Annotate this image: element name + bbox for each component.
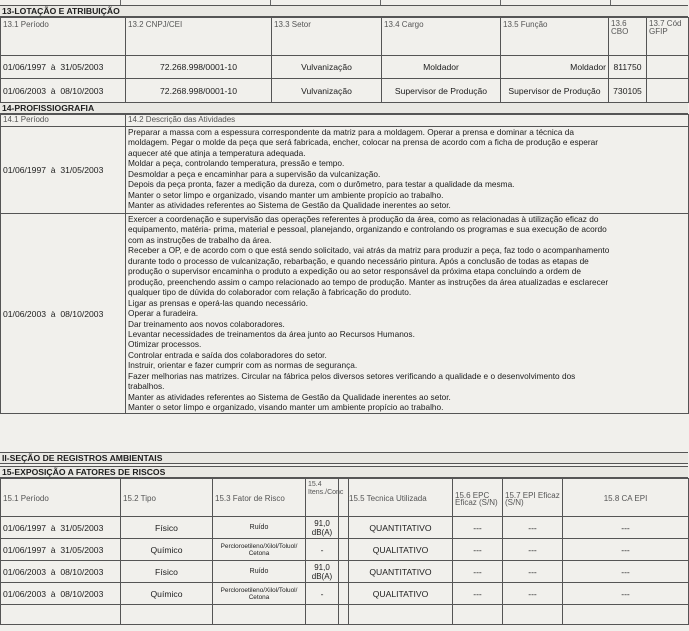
section-15-title: 15-EXPOSIÇÃO A FATORES DE RISCOS xyxy=(0,466,688,478)
cbo-cell: 730105 xyxy=(609,79,647,103)
blank-divider-cell xyxy=(339,561,349,583)
fator-cell: Ruído xyxy=(213,561,306,583)
lotacao-header-row xyxy=(1,18,689,56)
cargo-cell: Supervisor de Produção xyxy=(382,79,501,103)
fatores-header-row xyxy=(1,479,689,517)
activity-line: moldagem. Pegar o molde da peça que será fabricada, encher, colocar na prensa de acordo com a ficha de produção e esperar xyxy=(128,137,598,148)
lotacao-table xyxy=(0,17,689,103)
gfip-cell xyxy=(647,79,689,103)
profissiografia-header-row xyxy=(1,115,689,127)
table-row xyxy=(1,56,689,79)
section-ii-title: II-SEÇÃO DE REGISTROS AMBIENTAIS xyxy=(0,452,688,464)
header-cbo: 13.6 CBO xyxy=(609,18,647,56)
tecnica-cell: QUALITATIVO xyxy=(349,539,453,561)
activity-line: equipamento, matéria- prima, material e pessoal, planejando, organizando e controlando os programas e sua execução de acordo xyxy=(128,224,607,235)
funcao-cell: Supervisor de Produção xyxy=(501,79,609,103)
table-row xyxy=(1,517,689,539)
blank-divider-cell xyxy=(339,583,349,605)
activity-line: trabalhos. xyxy=(128,381,165,392)
fatores-risco-table xyxy=(0,478,689,625)
epi-cell: --- xyxy=(503,561,563,583)
activity-line: Depois da peça pronta, fazer a medição da dureza, com o durômetro, para testar a qualidade da mesma. xyxy=(128,179,515,190)
activity-line: Controlar entrada e saída dos colaboradores do setor. xyxy=(128,349,327,360)
epi-cell: --- xyxy=(503,517,563,539)
header-cargo: 13.4 Cargo xyxy=(382,18,501,56)
activity-line: Desmoldar a peça e encaminhar para a supervisão da vulcanização. xyxy=(128,168,381,179)
fator-cell: Percloroetileno/Xilol/Toluol/ Cetona xyxy=(213,539,306,561)
activity-line: durante todo o processo de vulcanização, rebarbação, e quando necessário pintura. Após a conclusão de todas as etapas de xyxy=(128,255,589,266)
activity-line: Ligar as prensas e operá-las quando necessário. xyxy=(128,297,308,308)
table-row xyxy=(1,127,689,214)
fator-cell: Ruído xyxy=(213,517,306,539)
activity-line: Receber a OP, e de acordo com o que está sendo solicitado, vai atrás da matriz para produzir a peça, faz todo o acompanhamento xyxy=(128,245,610,256)
tecnica-cell: QUANTITATIVO xyxy=(349,517,453,539)
header-ca: 15.8 CA EPI xyxy=(563,479,689,517)
fator-cell: Percloroetileno/Xilol/Toluol/ Cetona xyxy=(213,583,306,605)
cbo-cell: 811750 xyxy=(609,56,647,79)
setor-cell: Vulvanização xyxy=(272,79,382,103)
activity-line: Manter as atividades referentes ao Sistema de Gestão da Qualidade inerentes ao setor. xyxy=(128,200,451,211)
period-cell: 01/06/2003 à 08/10/2003 xyxy=(1,79,126,103)
activity-line: Manter o setor limpo e organizado, visando manter um ambiente propício ao trabalho. xyxy=(128,189,444,200)
blank-divider-cell xyxy=(339,479,349,517)
itens-cell: - xyxy=(306,583,339,605)
itens-cell: - xyxy=(306,539,339,561)
header-setor: 13.3 Setor xyxy=(272,18,382,56)
cargo-cell: Moldador xyxy=(382,56,501,79)
header-cnpj: 13.2 CNPJ/CEI xyxy=(126,18,272,56)
epc-cell: --- xyxy=(453,539,503,561)
period-cell: 01/06/2003 à 08/10/2003 xyxy=(1,583,121,605)
activities-cell xyxy=(126,214,689,414)
cnpj-cell: 72.268.998/0001-10 xyxy=(126,79,272,103)
header-funcao: 13.5 Função xyxy=(501,18,609,56)
table-row xyxy=(1,539,689,561)
activity-line: produção o supervisor encaminha o produto a expedição ou ao setor responsável da próxima etapa concluindo a ordem de xyxy=(128,266,581,277)
activity-line: com as instruções de trabalho da área. xyxy=(128,234,272,245)
table-row xyxy=(1,79,689,103)
header-periodo: 15.1 Período xyxy=(1,479,121,517)
section-14-title: 14-PROFISSIOGRAFIA xyxy=(0,102,688,114)
period-cell: 01/06/1997 à 31/05/2003 xyxy=(1,127,126,214)
activity-line: Preparar a massa com a espessura correspondente da matriz para a moldagem. Operar a prensa e dominar a técnica da xyxy=(128,127,574,137)
activity-line: Dar treinamento aos novos colaboradores. xyxy=(128,318,285,329)
tecnica-cell: QUALITATIVO xyxy=(349,583,453,605)
ca-cell: --- xyxy=(563,517,689,539)
epi-cell: --- xyxy=(503,583,563,605)
activity-line: Levantar necessidades de treinamentos da área junto ao Recursos Humanos. xyxy=(128,328,415,339)
tipo-cell: Físico xyxy=(121,517,213,539)
epc-cell: --- xyxy=(453,561,503,583)
header-periodo: 13.1 Período xyxy=(1,18,126,56)
header-tecnica: 15.5 Tecnica Utilizada xyxy=(349,479,453,517)
section-13-title: 13-LOTAÇÃO E ATRIBUIÇÃO xyxy=(0,5,688,17)
activity-line: Otimizar processos. xyxy=(128,339,202,350)
blank-divider-cell xyxy=(339,517,349,539)
cnpj-cell: 72.268.998/0001-10 xyxy=(126,56,272,79)
header-gfip: 13.7 Cód GFIP xyxy=(647,18,689,56)
activity-line: qualquer tipo de dúvida do colaborador com relação à fabricação do produto. xyxy=(128,287,412,298)
activity-line: Manter o setor limpo e organizado, visando manter um ambiente propício ao trabalho. xyxy=(128,402,444,413)
activity-line: Exercer a coordenação e supervisão das operações referentes à produção da área, como as relacionadas à utilização eficaz do xyxy=(128,214,599,224)
empty-row xyxy=(1,605,689,625)
table-row xyxy=(1,583,689,605)
header-itens: 15.4 Itens./Conc xyxy=(306,479,339,517)
table-row xyxy=(1,561,689,583)
tecnica-cell: QUANTITATIVO xyxy=(349,561,453,583)
tipo-cell: Químico xyxy=(121,539,213,561)
activity-line: Fazer melhorias nas matrizes. Circular na fábrica pelos diversos setores verificando a qualidade e o desenvolvimento dos xyxy=(128,370,576,381)
gfip-cell xyxy=(647,56,689,79)
header-epc: 15.6 EPC Eficaz (S/N) xyxy=(453,479,503,517)
period-cell: 01/06/1997 à 31/05/2003 xyxy=(1,517,121,539)
ca-cell: --- xyxy=(563,561,689,583)
header-tipo: 15.2 Tipo xyxy=(121,479,213,517)
itens-cell: 91,0 dB(A) xyxy=(306,517,339,539)
period-cell: 01/06/2003 à 08/10/2003 xyxy=(1,214,126,414)
period-cell: 01/06/1997 à 31/05/2003 xyxy=(1,539,121,561)
activity-line: produção, preenchendo assim o campo relacionado ao tempo de produção. Manter as instruções da área atualizadas e esclarecer xyxy=(128,276,609,287)
epc-cell: --- xyxy=(453,517,503,539)
ca-cell: --- xyxy=(563,539,689,561)
funcao-cell: Moldador xyxy=(501,56,609,79)
setor-cell: Vulvanização xyxy=(272,56,382,79)
blank-divider-cell xyxy=(339,539,349,561)
header-descricao: 14.2 Descrição das Atividades xyxy=(126,115,689,127)
ca-cell: --- xyxy=(563,583,689,605)
tipo-cell: Físico xyxy=(121,561,213,583)
header-epi: 15.7 EPI Eficaz (S/N) xyxy=(503,479,563,517)
header-periodo: 14.1 Período xyxy=(1,115,126,127)
epc-cell: --- xyxy=(453,583,503,605)
period-cell: 01/06/2003 à 08/10/2003 xyxy=(1,561,121,583)
activity-line: Operar a furadeira. xyxy=(128,308,199,319)
activity-line: Manter as atividades referentes ao Sistema de Gestão da Qualidade inerentes ao setor. xyxy=(128,391,451,402)
profissiografia-table xyxy=(0,114,689,414)
tipo-cell: Químico xyxy=(121,583,213,605)
epi-cell: --- xyxy=(503,539,563,561)
activity-line: Moldar a peça, controlando temperatura, pressão e tempo. xyxy=(128,158,345,169)
period-cell: 01/06/1997 à 31/05/2003 xyxy=(1,56,126,79)
table-row xyxy=(1,214,689,414)
itens-cell: 91,0 dB(A) xyxy=(306,561,339,583)
header-fator: 15.3 Fator de Risco xyxy=(213,479,306,517)
activities-cell xyxy=(126,127,689,214)
activity-line: Instruir, orientar e fazer cumprir com as normas de segurança. xyxy=(128,360,358,371)
activity-line: aquecer até que atinja a temperatura adequada. xyxy=(128,147,306,158)
